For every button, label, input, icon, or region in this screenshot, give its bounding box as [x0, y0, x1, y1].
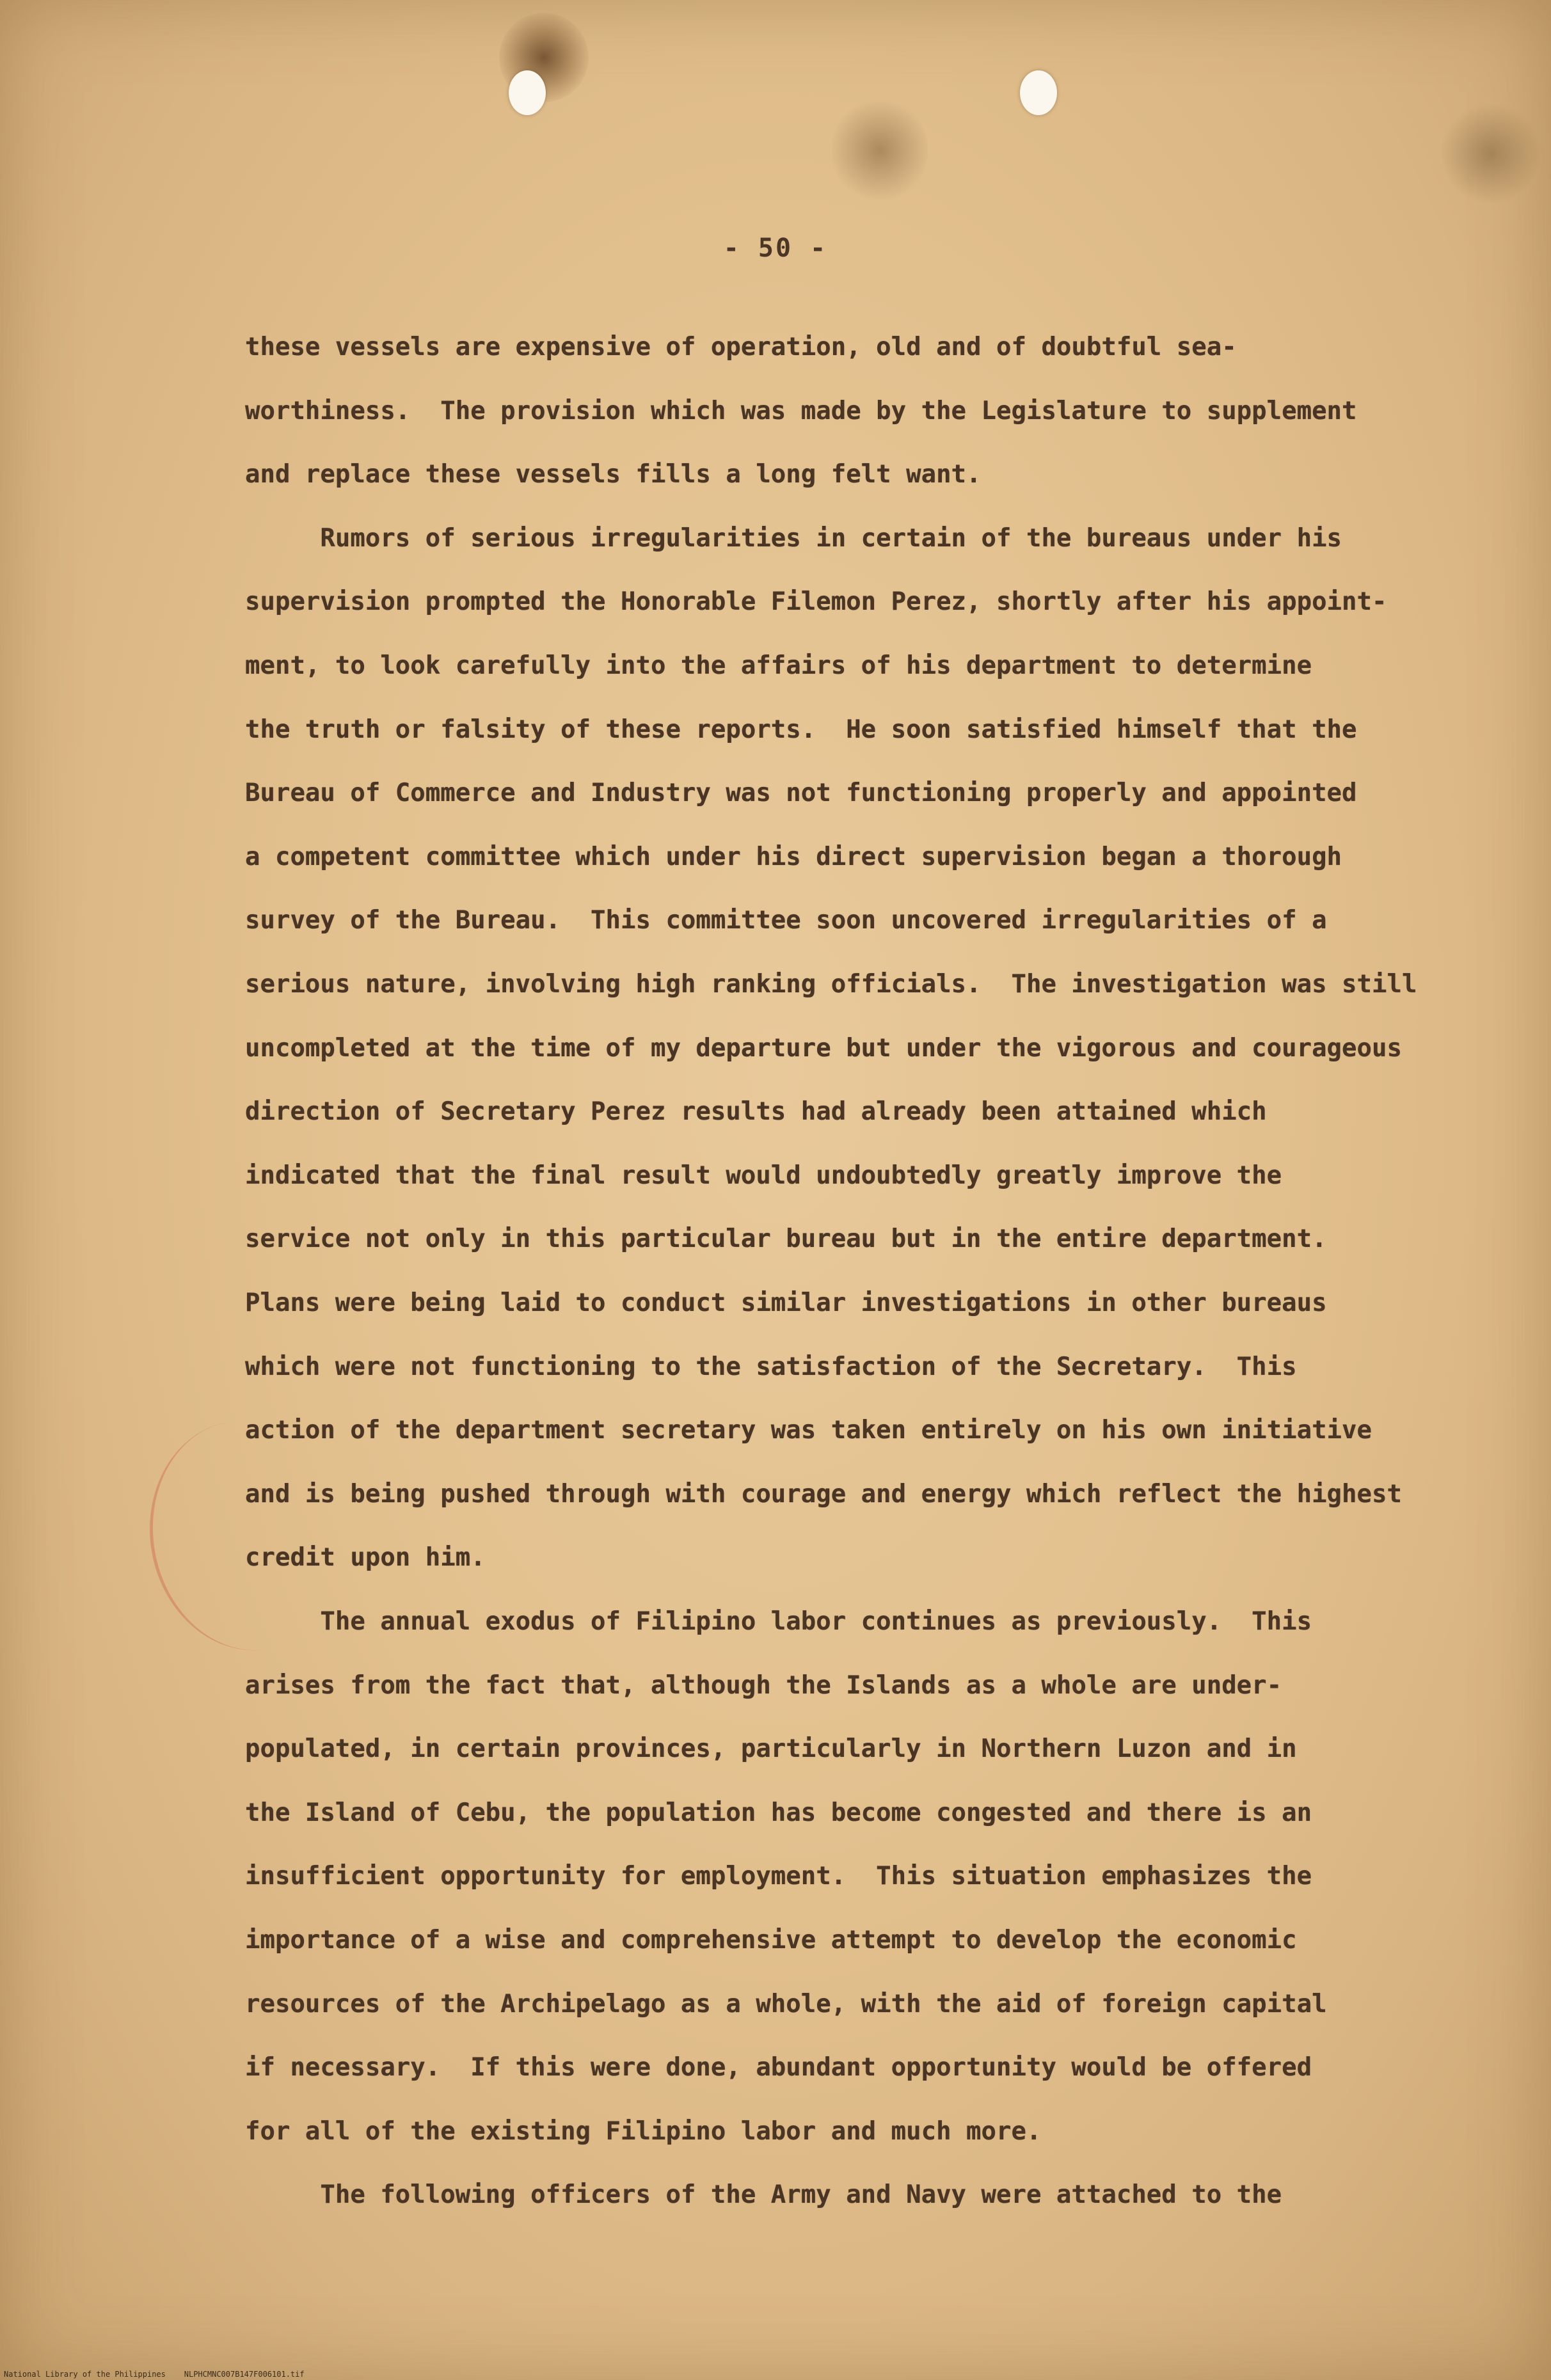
text-line: action of the department secretary was taken entirely on his own initiative — [245, 1416, 1372, 1445]
archive-footer: National Library of the Philippines NLPHCMNC007B147F006101.tif — [4, 2370, 305, 2379]
text-line: Bureau of Commerce and Industry was not functioning properly and appointed — [245, 779, 1357, 807]
text-line: the Island of Cebu, the population has become congested and there is an — [245, 1798, 1312, 1827]
text-line: credit upon him. — [245, 1543, 486, 1572]
text-line: if necessary. If this were done, abundant opportunity would be offered — [245, 2053, 1312, 2082]
text-line: and replace these vessels fills a long felt want. — [245, 460, 982, 489]
text-line: for all of the existing Filipino labor and much more. — [245, 2117, 1042, 2146]
text-line: these vessels are expensive of operation, old and of doubtful sea- — [245, 333, 1237, 361]
text-line: worthiness. The provision which was made by the Legislature to supplement — [245, 397, 1357, 425]
text-line: insufficient opportunity for employment. This situation emphasizes the — [245, 1862, 1312, 1891]
text-line: The following officers of the Army and Navy were attached to the — [245, 2180, 1282, 2209]
text-line: Plans were being laid to conduct similar investigations in other bureaus — [245, 1289, 1327, 1317]
text-line: ment, to look carefully into the affairs of his department to determine — [245, 651, 1312, 680]
text-line: The annual exodus of Filipino labor continues as previously. This — [245, 1607, 1312, 1636]
text-line: which were not functioning to the satisfaction of the Secretary. This — [245, 1353, 1297, 1381]
text-line: populated, in certain provinces, particularly in Northern Luzon and in — [245, 1734, 1297, 1763]
rust-stain-top-right — [832, 96, 928, 205]
page-number: - 50 - — [723, 234, 828, 263]
punch-hole-right — [1020, 70, 1057, 115]
text-line: supervision prompted the Honorable Filemon Perez, shortly after his appoint- — [245, 587, 1387, 616]
text-line: direction of Secretary Perez results had already been attained which — [245, 1097, 1267, 1126]
text-line: and is being pushed through with courage and energy which reflect the highest — [245, 1480, 1402, 1509]
text-line: survey of the Bureau. This committee soon uncovered irregularities of a — [245, 906, 1327, 935]
text-line: resources of the Archipelago as a whole, with the aid of foreign capital — [245, 1990, 1327, 2019]
text-line: uncompleted at the time of my departure but under the vigorous and courageous — [245, 1034, 1402, 1063]
text-line: arises from the fact that, although the Islands as a whole are under- — [245, 1671, 1282, 1700]
text-line: serious nature, involving high ranking officials. The investigation was still — [245, 970, 1417, 999]
text-line: indicated that the final result would undoubtedly greatly improve the — [245, 1161, 1282, 1190]
text-line: a competent committee which under his direct supervision began a thorough — [245, 843, 1342, 871]
text-line: Rumors of serious irregularities in certain of the bureaus under his — [245, 524, 1342, 553]
edge-stain-right — [1440, 102, 1542, 205]
text-line: importance of a wise and comprehensive attempt to develop the economic — [245, 1926, 1297, 1955]
punch-hole-left — [509, 70, 546, 115]
text-line: the truth or falsity of these reports. He soon satisfied himself that the — [245, 715, 1357, 744]
text-line: service not only in this particular bureau but in the entire department. — [245, 1225, 1327, 1253]
